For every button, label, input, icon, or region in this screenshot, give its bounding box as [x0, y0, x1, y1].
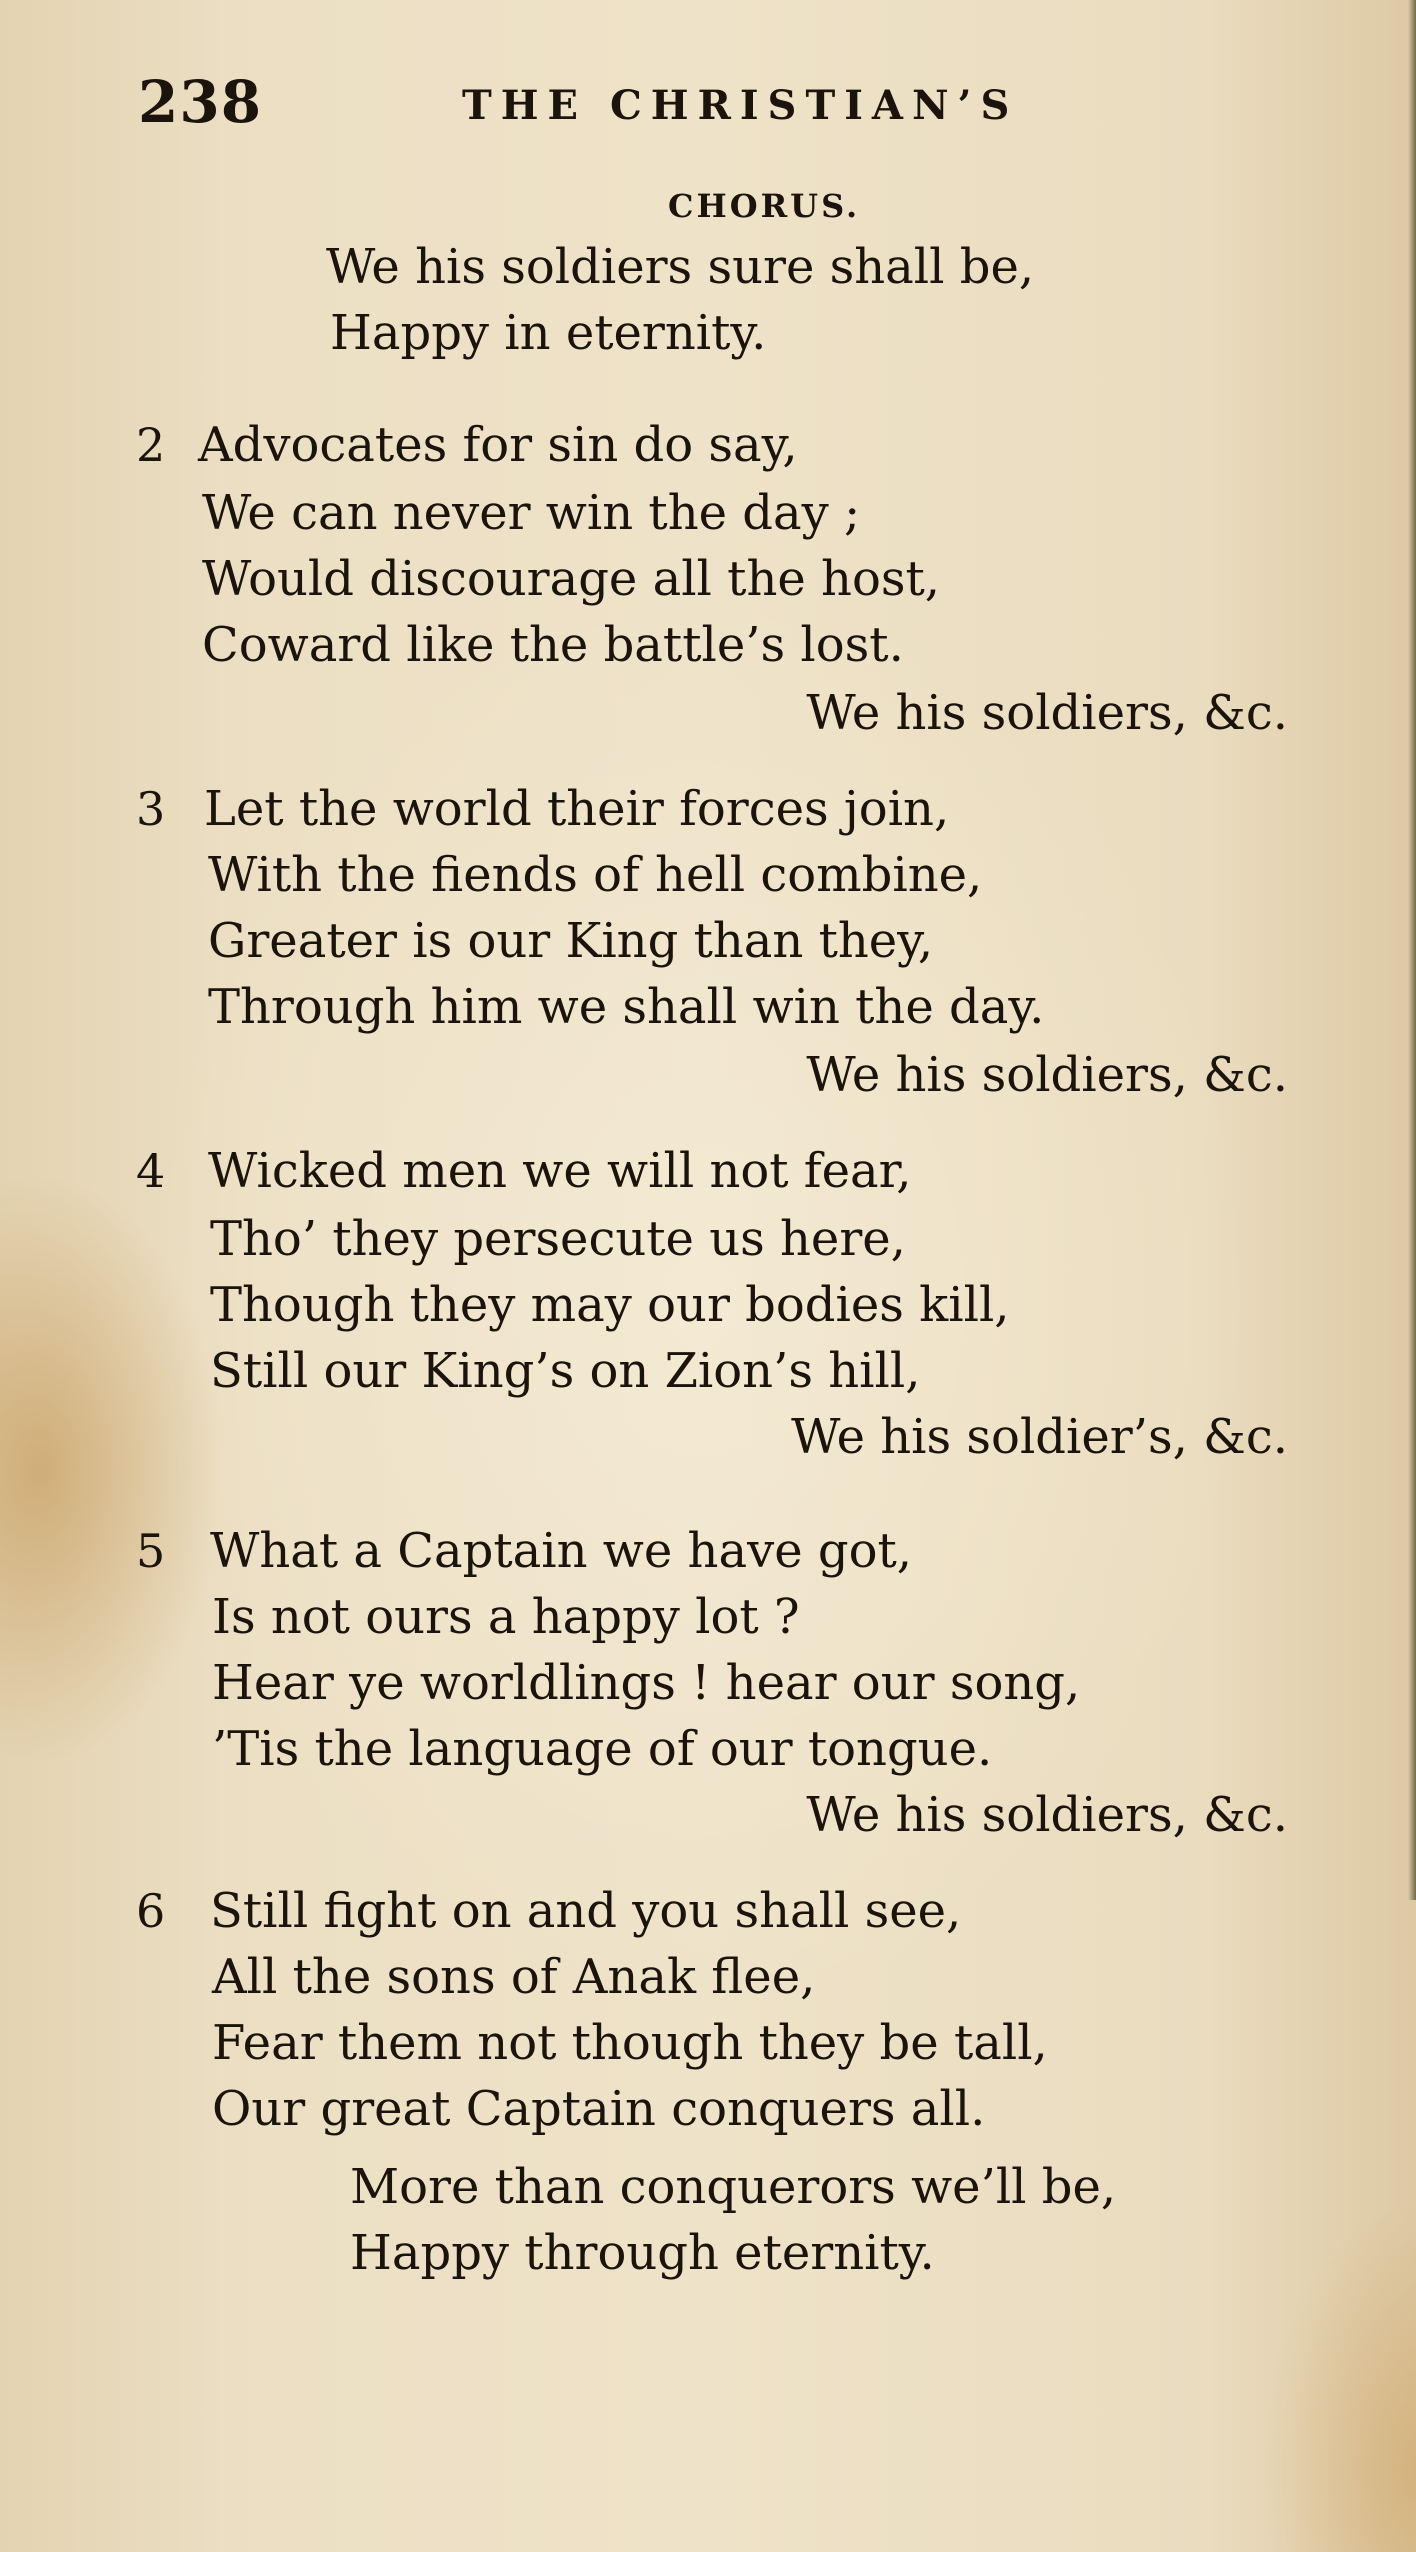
verse-line: Wicked men we will not fear,: [208, 1143, 912, 1199]
verse-line: All the sons of Anak flee,: [212, 1949, 816, 2005]
closing-line: Happy through eternity.: [350, 2225, 935, 2281]
page-number: 238: [138, 68, 263, 136]
verse-line: ’Tis the language of our tongue.: [212, 1721, 993, 1777]
refrain-reference: We his soldier’s, &c.: [791, 1409, 1288, 1465]
verse-number: 6: [136, 1884, 166, 1938]
verse-line: We can never win the day ;: [202, 485, 861, 541]
verse-line: Through him we shall win the day.: [208, 979, 1045, 1035]
verse-line: Our great Captain conquers all.: [212, 2081, 986, 2137]
verse-line: Coward like the battle’s lost.: [202, 617, 904, 673]
refrain-reference: We his soldiers, &c.: [806, 685, 1288, 741]
refrain-reference: We his soldiers, &c.: [806, 1047, 1288, 1103]
chorus-label: CHORUS.: [668, 187, 861, 225]
verse-line: Is not ours a happy lot ?: [212, 1589, 800, 1645]
verse-line: Fear them not though they be tall,: [212, 2015, 1048, 2071]
verse-number: 5: [136, 1524, 166, 1578]
verse-line: Still our King’s on Zion’s hill,: [210, 1343, 921, 1399]
chorus-line: We his soldiers sure shall be,: [326, 239, 1035, 295]
verse-line: Hear ye worldlings ! hear our song,: [212, 1655, 1081, 1711]
verse-line: Greater is our King than they,: [208, 913, 934, 969]
page-header: [138, 68, 1138, 136]
closing-line: More than conquerors we’ll be,: [350, 2159, 1117, 2215]
verse-line: What a Captain we have got,: [210, 1523, 913, 1579]
verse-line: Tho’ they persecute us here,: [210, 1211, 906, 1267]
chorus-line: Happy in eternity.: [330, 305, 767, 361]
verse-number: 2: [136, 418, 166, 472]
verse-line: Though they may our bodies kill,: [210, 1277, 1010, 1333]
running-head: THE CHRISTIAN’S: [462, 82, 1019, 129]
verse-line: With the fiends of hell combine,: [208, 847, 983, 903]
verse-line: Would discourage all the host,: [202, 551, 941, 607]
verse-number: 4: [136, 1144, 166, 1198]
verse-number: 3: [136, 782, 166, 836]
verse-line: Let the world their forces join,: [204, 781, 950, 837]
verse-line: Still fight on and you shall see,: [210, 1883, 962, 1939]
page-edge-shadow: [1408, 0, 1416, 1900]
refrain-reference: We his soldiers, &c.: [806, 1787, 1288, 1843]
verse-line: Advocates for sin do say,: [198, 417, 798, 473]
